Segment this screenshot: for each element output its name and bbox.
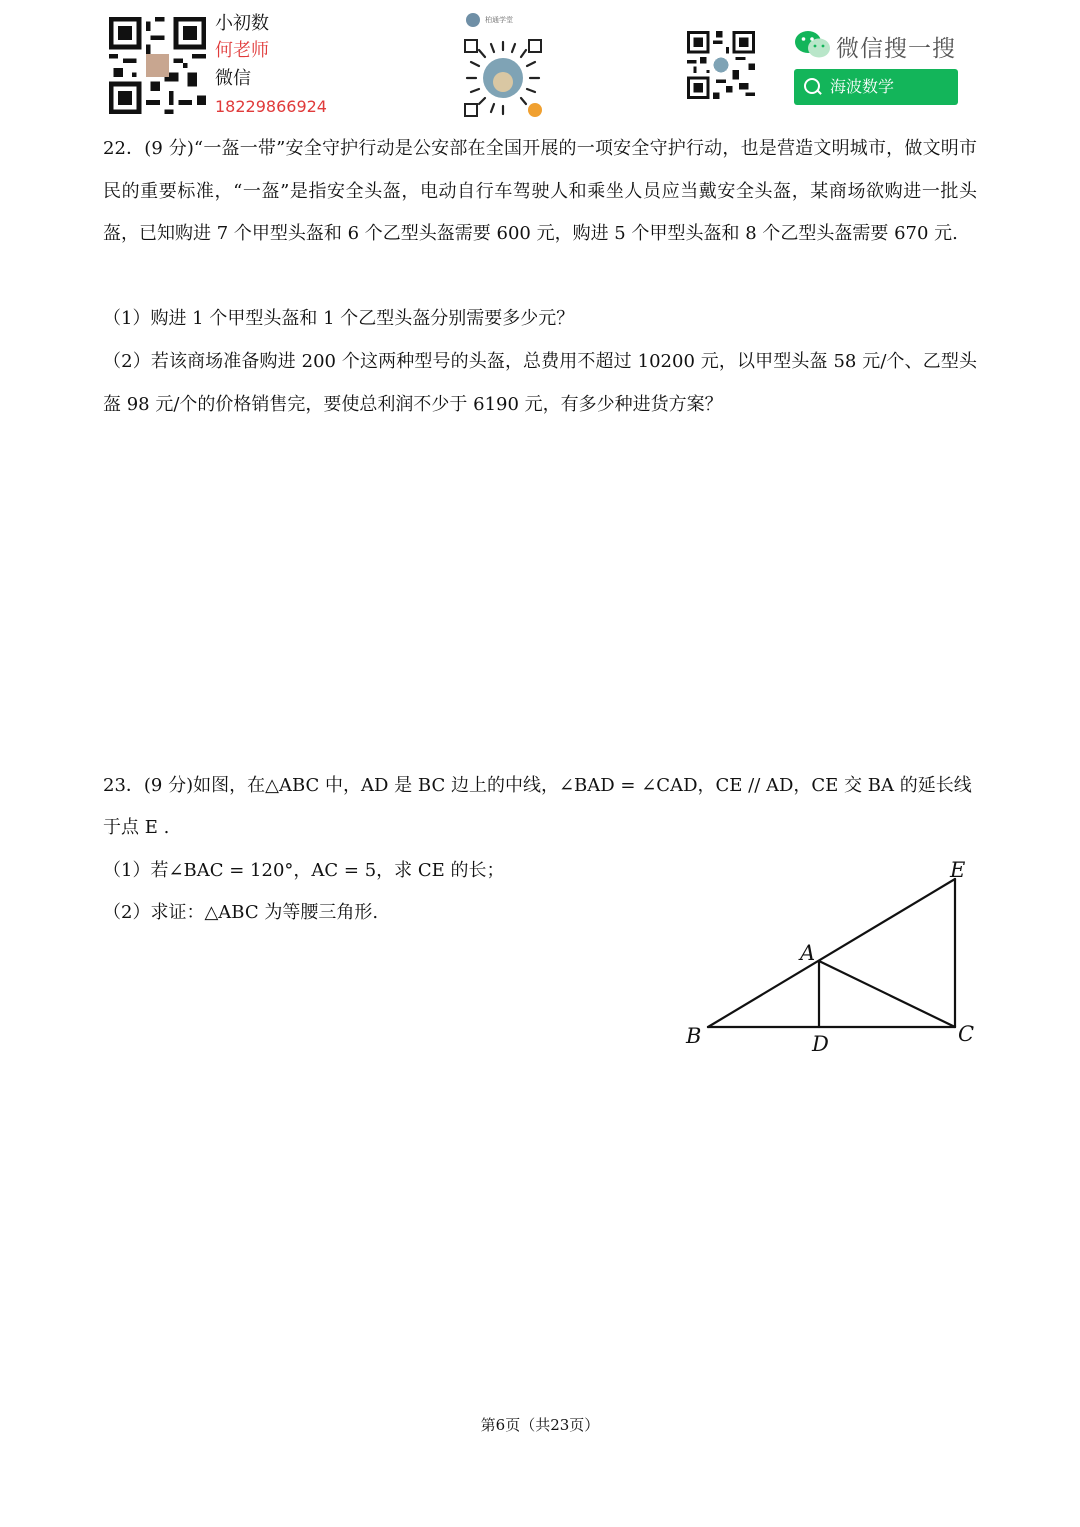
segment-ac xyxy=(819,961,955,1027)
question-23-part-1: （1）若∠BAC = 120°，AC = 5，求 CE 的长； xyxy=(103,860,505,881)
question-23-part-2: （2）求证：△ABC 为等腰三角形. xyxy=(103,902,379,923)
mini-program-name: 柏通学堂 xyxy=(485,16,513,24)
search-button[interactable] xyxy=(794,69,958,105)
search-button-label: 海波数学 xyxy=(830,77,895,96)
label-a: A xyxy=(800,941,816,965)
page-number: 第6页（共23页） xyxy=(480,1416,600,1434)
triangle-figure xyxy=(680,855,980,1060)
mini-program-code-icon xyxy=(463,38,543,122)
question-22-stem: 22．(9 分)“一盔一带”安全守护行动是公安部在全国开展的一项安全守护行动，也是营造文明城市，做文明市民的重要标准，“一盔”是指安全头盔，电动自行车驾驶人和乘坐人员应当戴安全头盔，某商场欲购进一批头盔，已知购进 7 个甲型头盔和 6 个乙型头盔需要 600 元，购进 5 个甲型头盔和 8 个乙型头盔需要 670 元. xyxy=(103,138,977,244)
question-23-stem-line-1: 23．(9 分)如图，在△ABC 中，AD 是 BC 边上的中线，∠BAD = ∠CAD，CE // AD，CE 交 BA 的延长线 xyxy=(103,775,972,796)
question-22-part-2: （2）若该商场准备购进 200 个这两种型号的头盔，总费用不超过 10200 元，以甲型头盔 58 元/个、乙型头盔 98 元/个的价格销售完，要使总利润不少于 6190 元，有多少种进货方案？ xyxy=(103,351,977,415)
wechat-search-title: 微信搜一搜 xyxy=(836,36,956,62)
account-qr-code xyxy=(687,31,755,99)
teacher-name: 何老师 xyxy=(215,40,269,61)
label-e: E xyxy=(950,858,966,882)
label-b: B xyxy=(686,1024,702,1048)
contact-qr-code xyxy=(109,17,206,114)
question-22-part-1: （1）购进 1 个甲型头盔和 1 个乙型头盔分别需要多少元？ xyxy=(103,308,575,329)
label-d: D xyxy=(812,1032,829,1056)
wechat-label: 微信 xyxy=(215,68,251,89)
segment-be xyxy=(708,879,955,1027)
mini-program-avatar-icon xyxy=(466,13,480,27)
wechat-logo-icon xyxy=(794,30,832,64)
question-23-stem-line-2: 于点 E . xyxy=(103,817,170,838)
search-icon xyxy=(804,78,820,94)
label-c: C xyxy=(958,1022,975,1046)
contact-label: 小初数 xyxy=(215,13,269,34)
phone-number: 18229866924 xyxy=(215,97,327,116)
